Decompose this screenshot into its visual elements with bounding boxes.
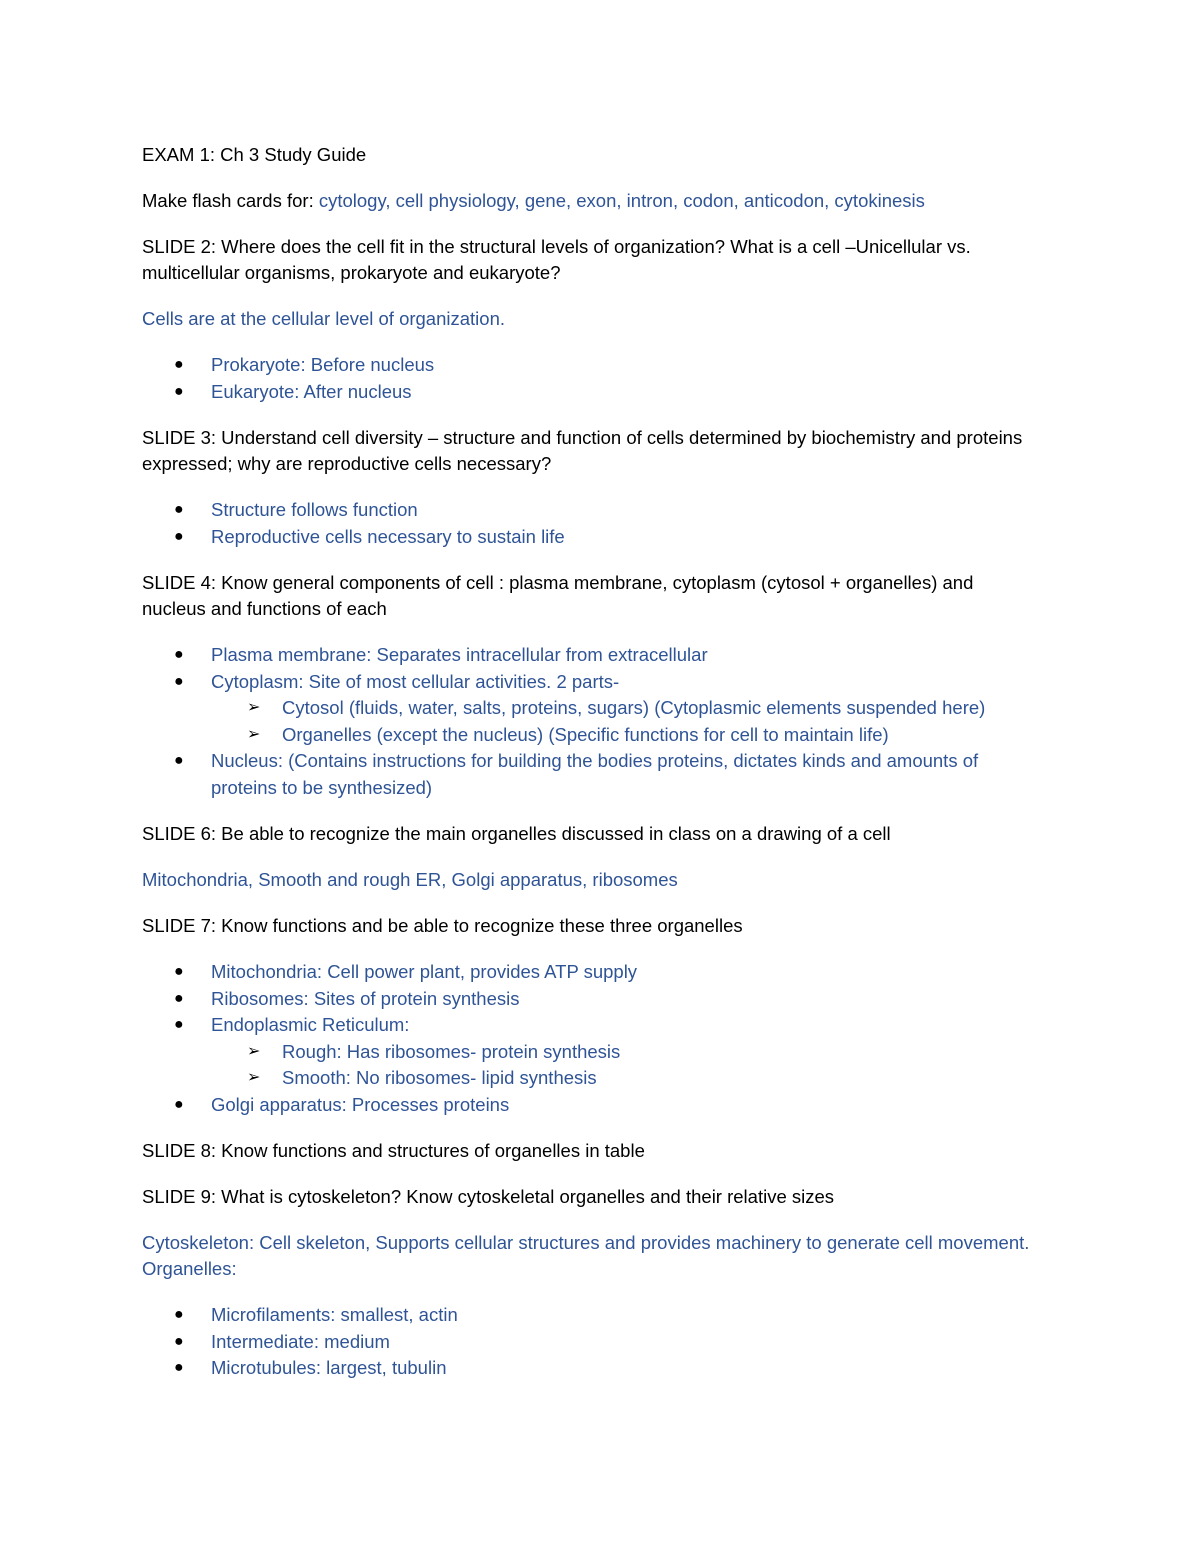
bullet-icon: ● (174, 527, 184, 545)
arrow-bullet-icon: ➢ (247, 699, 261, 716)
list-item (142, 524, 1042, 551)
list-item (142, 379, 1042, 406)
list-item (142, 669, 1042, 696)
slide7-question: SLIDE 7: Know functions and be able to recognize these three organelles (142, 915, 743, 936)
bullet-icon: ● (174, 752, 184, 769)
slide2-question: SLIDE 2: Where does the cell fit in the structural levels of organization? What is a cell –Unicellular vs. multicellular organisms, prokaryote and eukaryote? (142, 236, 971, 283)
slide2-bullet-list (142, 352, 1042, 405)
list-item (142, 497, 1042, 524)
slide9-answer: Cytoskeleton: Cell skeleton, Supports cellular structures and provides machinery to generate cell movement. Organelles: (142, 1232, 1030, 1279)
flash-cards-prefix: Make flash cards for: (142, 190, 319, 211)
bullet-icon: ● (174, 1306, 184, 1323)
arrow-bullet-icon: ➢ (247, 1069, 261, 1086)
list-item-text: Mitochondria: Cell power plant, provides ATP supply (211, 961, 638, 982)
bullet-icon: ● (174, 989, 184, 1007)
slide3-question: SLIDE 3: Understand cell diversity – structure and function of cells determined by biochemistry and proteins expressed; why are reproductive cells necessary? (142, 427, 1023, 474)
list-item (142, 1329, 1042, 1356)
sub-list-item (142, 695, 1042, 722)
bullet-icon: ● (174, 382, 184, 400)
flash-cards-line (142, 188, 1042, 214)
document-page (142, 142, 1042, 1402)
list-item-text: Eukaryote: After nucleus (211, 380, 412, 402)
arrow-bullet-icon: ➢ (247, 1042, 261, 1060)
bullet-icon: ● (174, 1359, 184, 1376)
bullet-icon: ● (174, 646, 184, 663)
sub-list-item (142, 1065, 1042, 1092)
list-item-text: Prokaryote: Before nucleus (211, 354, 435, 375)
flash-cards-terms: cytology, cell physiology, gene, exon, intron, codon, anticodon, cytokinesis (318, 190, 925, 211)
slide4-question: SLIDE 4: Know general components of cell : plasma membrane, cytoplasm (cytosol + organelles) and nucleus and functions of each (142, 572, 974, 619)
list-item (142, 986, 1042, 1013)
bullet-icon: ● (174, 1332, 184, 1350)
list-item (142, 352, 1042, 379)
list-item-text: Cytoplasm: Site of most cellular activities. 2 parts- (211, 670, 620, 692)
slide2-answer: Cells are at the cellular level of organization. (142, 308, 505, 329)
list-item-text: Nucleus: (Contains instructions for building the bodies proteins, dictates kinds and amounts of proteins to be synthesized) (211, 750, 979, 798)
slide3-bullet-list (142, 497, 1042, 550)
sub-list-item (142, 1039, 1042, 1066)
list-item-text: Microfilaments: smallest, actin (211, 1304, 458, 1325)
sub-list-item-text: Smooth: No ribosomes- lipid synthesis (282, 1067, 597, 1088)
sub-list-item (142, 722, 1042, 749)
slide8-question: SLIDE 8: Know functions and structures of organelles in table (142, 1140, 645, 1161)
bullet-icon: ● (174, 1095, 184, 1113)
list-item-text: Intermediate: medium (211, 1330, 390, 1352)
slide9-question: SLIDE 9: What is cytoskeleton? Know cytoskeletal organelles and their relative sizes (142, 1186, 835, 1207)
slide6-question: SLIDE 6: Be able to recognize the main organelles discussed in class on a drawing of a cell (142, 823, 891, 844)
list-item-text: Structure follows function (211, 499, 418, 520)
bullet-icon: ● (174, 356, 184, 373)
bullet-icon: ● (174, 963, 184, 980)
slide7-bullet-list (142, 959, 1042, 1118)
list-item-text: Ribosomes: Sites of protein synthesis (211, 987, 520, 1009)
arrow-bullet-icon: ➢ (247, 725, 261, 743)
sub-list-item-text: Cytosol (fluids, water, salts, proteins, sugars) (Cytoplasmic elements suspended here) (282, 697, 986, 718)
bullet-icon: ● (174, 501, 184, 518)
list-item (142, 1012, 1042, 1039)
list-item (142, 748, 1042, 801)
list-item-text: Golgi apparatus: Processes proteins (211, 1093, 510, 1115)
list-item-text: Plasma membrane: Separates intracellular from extracellular (211, 644, 708, 665)
list-item (142, 1302, 1042, 1329)
sub-list-item-text: Organelles (except the nucleus) (Specific functions for cell to maintain life) (282, 723, 889, 745)
document-title: EXAM 1: Ch 3 Study Guide (142, 144, 367, 165)
bullet-icon: ● (174, 1016, 184, 1033)
list-item-text: Endoplasmic Reticulum: (211, 1014, 410, 1035)
slide4-bullet-list (142, 642, 1042, 801)
list-item (142, 959, 1042, 986)
list-item (142, 642, 1042, 669)
bullet-icon: ● (174, 672, 184, 690)
slide9-bullet-list (142, 1302, 1042, 1382)
list-item-text: Reproductive cells necessary to sustain life (211, 525, 565, 547)
sub-list-item-text: Rough: Has ribosomes- protein synthesis (282, 1040, 621, 1062)
list-item (142, 1092, 1042, 1119)
list-item-text: Microtubules: largest, tubulin (211, 1357, 447, 1378)
list-item (142, 1355, 1042, 1382)
slide6-answer: Mitochondria, Smooth and rough ER, Golgi apparatus, ribosomes (142, 869, 678, 890)
